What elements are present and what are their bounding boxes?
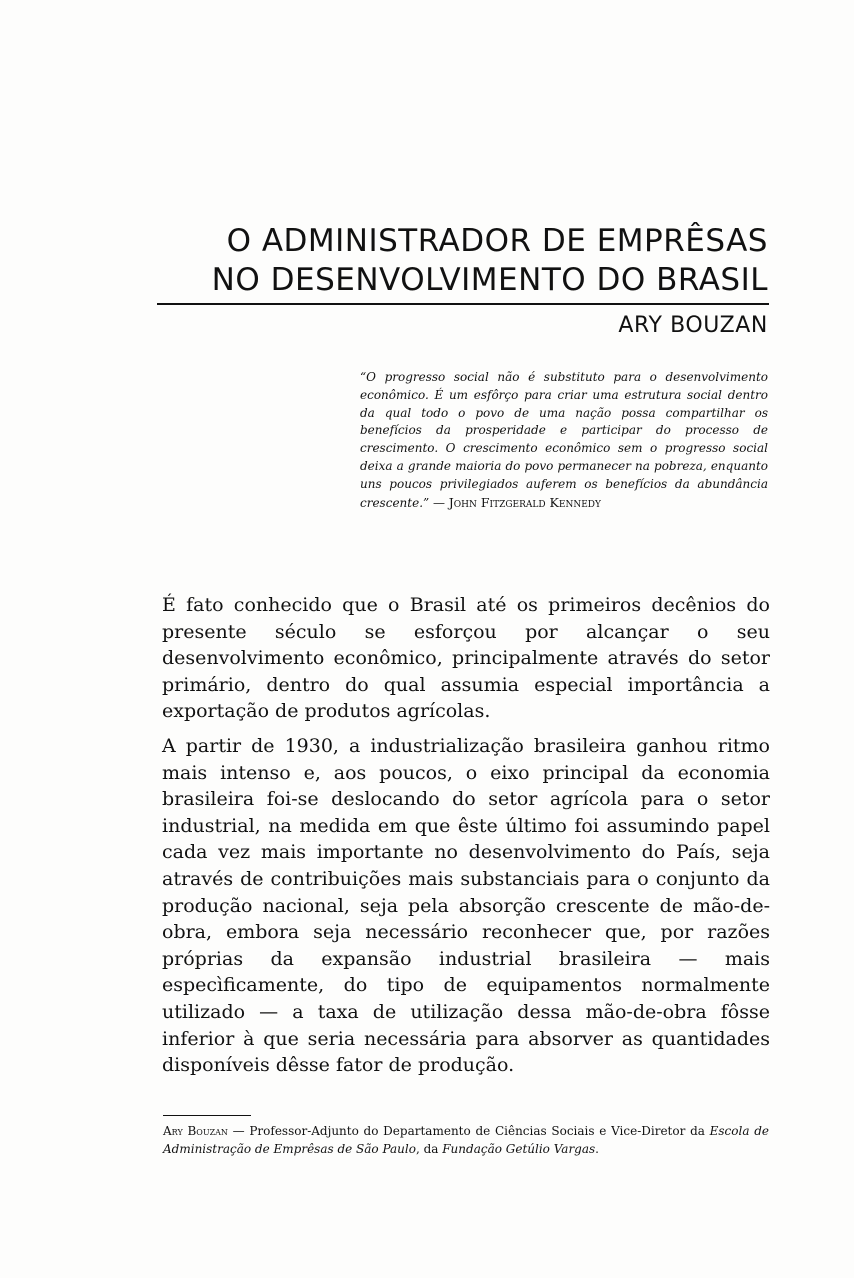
body-paragraph-2: A partir de 1930, a industrialização brasileira ganhou ritmo mais intenso e, aos poucos, o eixo principal da economia brasileira foi-se deslocando do setor agrícola para o setor industrial, na medida em que êste último foi assumindo papel cada vez mais importante no desenvolvimento do País, seja através de contribuições mais substanciais para o conjunto da produção nacional, seja pela absorção crescente de mão-de-obra, embora seja necessário reconhecer que, por razões próprias da expansão industrial brasileira — mais especìficamente, do tipo de equipamentos normalmente utilizado — a taxa de utilização dessa mão-de-obra fôsse inferior à que seria necessária para absorver as quantidades disponíveis dêsse fator de produção. [162, 734, 770, 1077]
article-title-line-2: NO DESENVOLVIMENTO DO BRASIL [211, 262, 768, 298]
epigraph-dash: — [429, 495, 449, 510]
author-footnote [163, 1122, 769, 1158]
title-rule [157, 303, 769, 305]
footnote-text-2: , da [415, 1142, 443, 1156]
body-paragraph-1: É fato conhecido que o Brasil até os primeiros decênios do presente século se esforçou por alcançar o seu desenvolvimento econômico, principalmente através do setor primário, dentro do qual assumia especial importância a exportação de produtos agrícolas. [162, 594, 770, 723]
footnote-school-name: Escola de Administração de Emprêsas de São Paulo [163, 1124, 769, 1156]
footnote-text-3: . [595, 1142, 599, 1156]
footnote-text-1: — Professor-Adjunto do Departamento de Ciências Sociais e Vice-Diretor da [227, 1124, 710, 1138]
author-name: ARY BOUZAN [618, 313, 768, 338]
article-title-line-1: O ADMINISTRADOR DE EMPRÊSAS [226, 223, 768, 259]
epigraph-quote: “O progresso social não é substituto para o desenvolvimento econômico. É um esfôrço para criar uma estrutura social dentro da qual todo o povo de uma nação possa compartilhar os benefícios da prosperidade e participar do processo de crescimento. O crescimento econômico sem o progresso social deixa a grande maioria do povo permanecer na pobreza, enquanto uns poucos privilegiados auferem os benefícios da abundância crescente.” [360, 370, 768, 510]
footnote-foundation-name: Fundação Getúlio Vargas [442, 1142, 596, 1156]
epigraph [360, 369, 768, 512]
footnote-author-name: Ary Bouzan [163, 1124, 228, 1138]
footnote-rule [163, 1115, 251, 1116]
article-body [162, 592, 770, 1087]
epigraph-attribution: John Fitzgerald Kennedy [448, 494, 601, 510]
